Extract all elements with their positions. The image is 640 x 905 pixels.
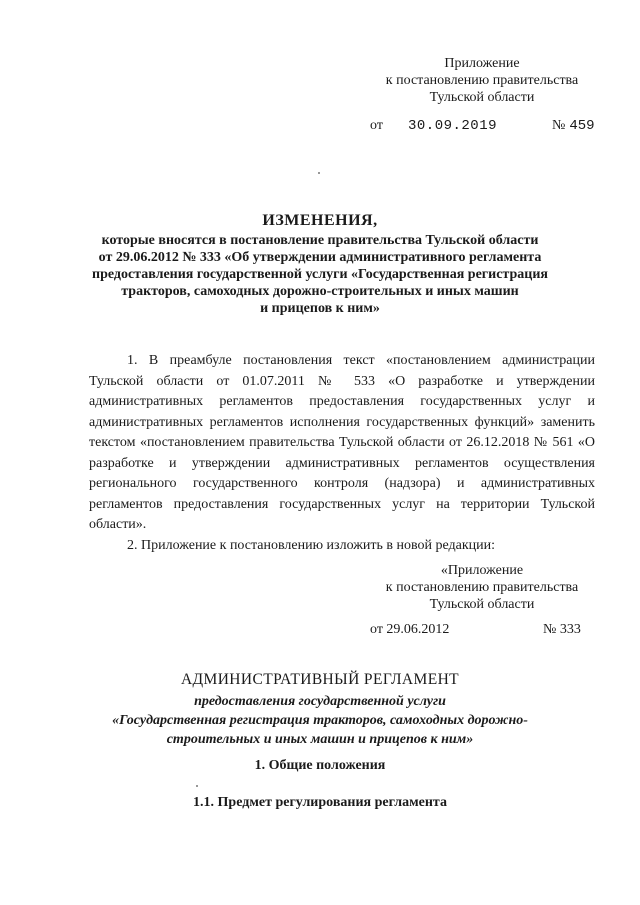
inner-appendix-line-3: Тульской области [429, 597, 535, 612]
changes-title-line-2: от 29.06.2012 № 333 «Об утверждении административного регламента [98, 250, 542, 265]
section-1-1-heading: 1.1. Предмет регулирования регламента [193, 795, 447, 810]
appendix-date: 30.09.2019 [408, 118, 498, 134]
appendix-header [372, 55, 592, 106]
regulation-line-1: предоставления государственной услуги [194, 694, 446, 709]
appendix-line-3: Тульской области [429, 90, 535, 105]
regulation-line-3: строительных и иных машин и прицепов к ним» [166, 732, 474, 747]
changes-title-line-3: предоставления государственной услуги «Государственная регистрация [92, 267, 548, 282]
paragraph-1: 1. В преамбуле постановления текст «постановлением администрации Тульской области от 01.07.2011 № 533 «О разработке и утверждении административных регламентов предоставления государственных услуг и административных регламентов исполнения государственных функций» заменить текстом «постановлением правительства Тульской области от 26.12.2018 № 561 «О разработке и утверждении административных регламентов осуществления регионального государственного контроля (надзора) и административных регламентов предоставления государственных услуг на территории Тульской области». [89, 353, 595, 532]
changes-title-line-4: тракторов, самоходных дорожно-строительных и иных машин [121, 284, 519, 299]
appendix-line-1: Приложение [444, 56, 520, 71]
inner-appendix-line-2: к постановлению правительства [385, 580, 579, 595]
inner-appendix-line-1: «Приложение [440, 563, 524, 578]
appendix-number-value: 459 [569, 118, 595, 134]
section-1-heading: 1. Общие положения [254, 758, 386, 773]
appendix-number [552, 118, 595, 134]
regulation-heading: АДМИНИСТРАТИВНЫЙ РЕГЛАМЕНТ [180, 671, 460, 688]
number-sign: № [552, 118, 566, 133]
date-prefix: от [370, 118, 383, 133]
inner-appendix-header [372, 562, 592, 613]
changes-title [80, 212, 560, 317]
scan-speck [318, 172, 320, 174]
regulation-title [80, 670, 560, 749]
scan-speck [196, 785, 198, 787]
inner-date: от 29.06.2012 [370, 622, 450, 637]
paragraph-2: 2. Приложение к постановлению изложить в новой редакции: [127, 537, 496, 553]
changes-title-line-1: которые вносятся в постановление правительства Тульской области [101, 233, 539, 248]
changes-title-line-5: и прицепов к ним» [260, 301, 380, 316]
appendix-line-2: к постановлению правительства [385, 73, 579, 88]
regulation-line-2: «Государственная регистрация тракторов, самоходных дорожно- [112, 713, 528, 728]
changes-heading: ИЗМЕНЕНИЯ, [262, 212, 378, 229]
inner-number: № 333 [543, 622, 581, 637]
body-text [89, 351, 595, 556]
